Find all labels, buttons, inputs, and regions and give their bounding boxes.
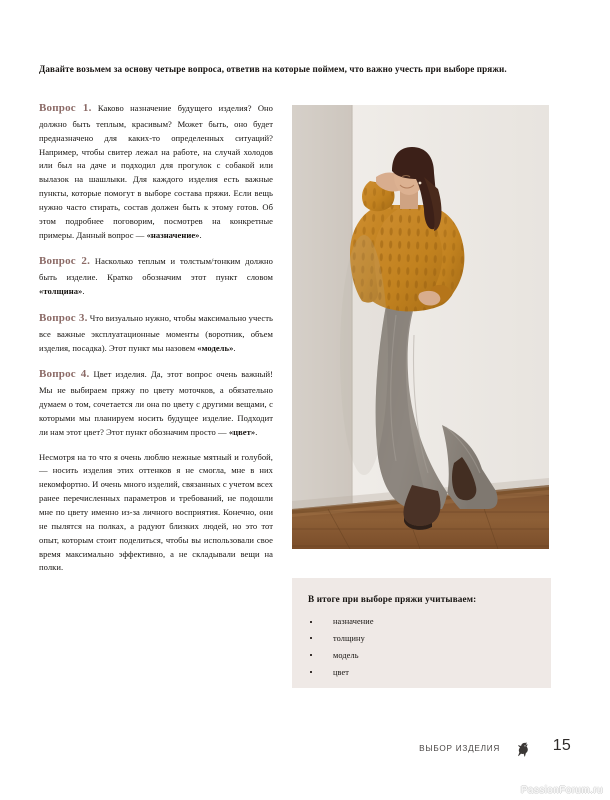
bullet-icon	[310, 637, 312, 639]
question-heading-3: Вопрос 3.	[39, 311, 88, 324]
bullet-icon	[310, 621, 312, 623]
paragraph-3-emphasis: «модель»	[197, 342, 234, 353]
summary-item-label: толщину	[333, 633, 365, 643]
paragraph-2-body-before: Насколько теплым и толстым/тонким должно быть изделие. Кратко обозначим этот пункт словом	[39, 256, 273, 283]
summary-box	[292, 578, 551, 688]
summary-list-item	[308, 669, 374, 677]
summary-list-item	[308, 652, 374, 660]
photo-illustration	[292, 105, 549, 549]
article-paragraph-4	[39, 366, 273, 439]
summary-item-label: назначение	[333, 617, 374, 626]
bird-icon	[515, 740, 531, 758]
article-paragraph-5	[39, 451, 273, 576]
paragraph-4-body-after: .	[255, 426, 258, 437]
article-text-column	[39, 100, 273, 575]
question-heading-4: Вопрос 4.	[39, 368, 90, 381]
paragraph-3-body-after: .	[233, 342, 236, 353]
paragraph-2-body-after: .	[82, 286, 85, 297]
lead-paragraph: Давайте возьмем за основу четыре вопроса, ответив на которые поймем, что важно учесть при выборе пряжи.	[39, 64, 507, 74]
paragraph-4-emphasis: «цвет»	[228, 426, 256, 437]
article-paragraph-1	[39, 100, 273, 242]
question-heading-2: Вопрос 2.	[39, 255, 91, 268]
fashion-photo	[292, 105, 549, 549]
paragraph-5-body: Несмотря на то что я очень люблю нежные мятный и голубой, — носить изделия этих оттенков я не смогла, мне в них некомфортно. И очень много изделий, связанных с учетом всех ранее перечисленных параметров и требований, не подошли мне по цвету именно из-за личного восприятия. Конечно, они не пылятся на полках, а радуют близких людей, но это тот опыт, которым стоит поделиться, чтобы вы использовали свое время максимально эффективно, а не складывали вещи на полки.	[39, 451, 273, 573]
paragraph-2-emphasis: «толщина»	[39, 286, 83, 297]
paragraph-1-body-after: .	[199, 229, 202, 240]
bullet-icon	[310, 654, 312, 656]
paragraph-1-emphasis: «назначение»	[146, 229, 200, 240]
paragraph-1-body-before: Каково назначение будущего изделия? Оно должно быть теплым, красивым? Может быть, оно будет предназначено для каких-то определенных ситуаций? Например, чтобы свитер лежал на работе, на случай холодов или был на даче и подходил для прогулок с собакой или вылазок на шашлыки. Для каждого изделия есть важные пункты, которые помогут в выборе состава пряжи. Если вещь нужно часто стирать, состав должен быть к этому готов. Об этом подробнее поговорим, посмотрев на конкретные примеры. Данный вопрос —	[39, 103, 273, 240]
summary-list-item	[308, 635, 374, 643]
paragraph-4-body-before: Цвет изделия. Да, этот вопрос очень важный! Мы не выбираем пряжу по цвету моточков, а обязательно думаем о том, сочетается ли она по цвету с другими вещами, с которыми мы планируем носить будущее изделие. Подходит ли нам этот цвет? Этот пункт обозначим просто —	[39, 369, 273, 437]
summary-title: В итоге при выборе пряжи учитываем:	[308, 594, 477, 604]
bullet-icon	[310, 671, 312, 673]
page-number: 15	[552, 737, 571, 754]
page-footer	[0, 737, 610, 762]
footer-section-label: ВЫБОР ИЗДЕЛИЯ	[419, 744, 500, 753]
summary-list-item	[308, 618, 374, 626]
article-paragraph-3	[39, 310, 273, 356]
article-paragraph-2	[39, 253, 273, 299]
summary-item-label: модель	[333, 650, 359, 660]
question-heading-1: Вопрос 1.	[39, 102, 92, 114]
site-watermark: PassionForum.ru	[520, 785, 603, 796]
summary-item-label: цвет	[333, 667, 350, 677]
summary-list	[308, 618, 374, 686]
paragraph-3-body-before: Что визуально нужно, чтобы максимально учесть все важные эксплуатационные моменты (воротник, объем изделия, посадка). Этот пункт мы назовем	[39, 312, 273, 353]
